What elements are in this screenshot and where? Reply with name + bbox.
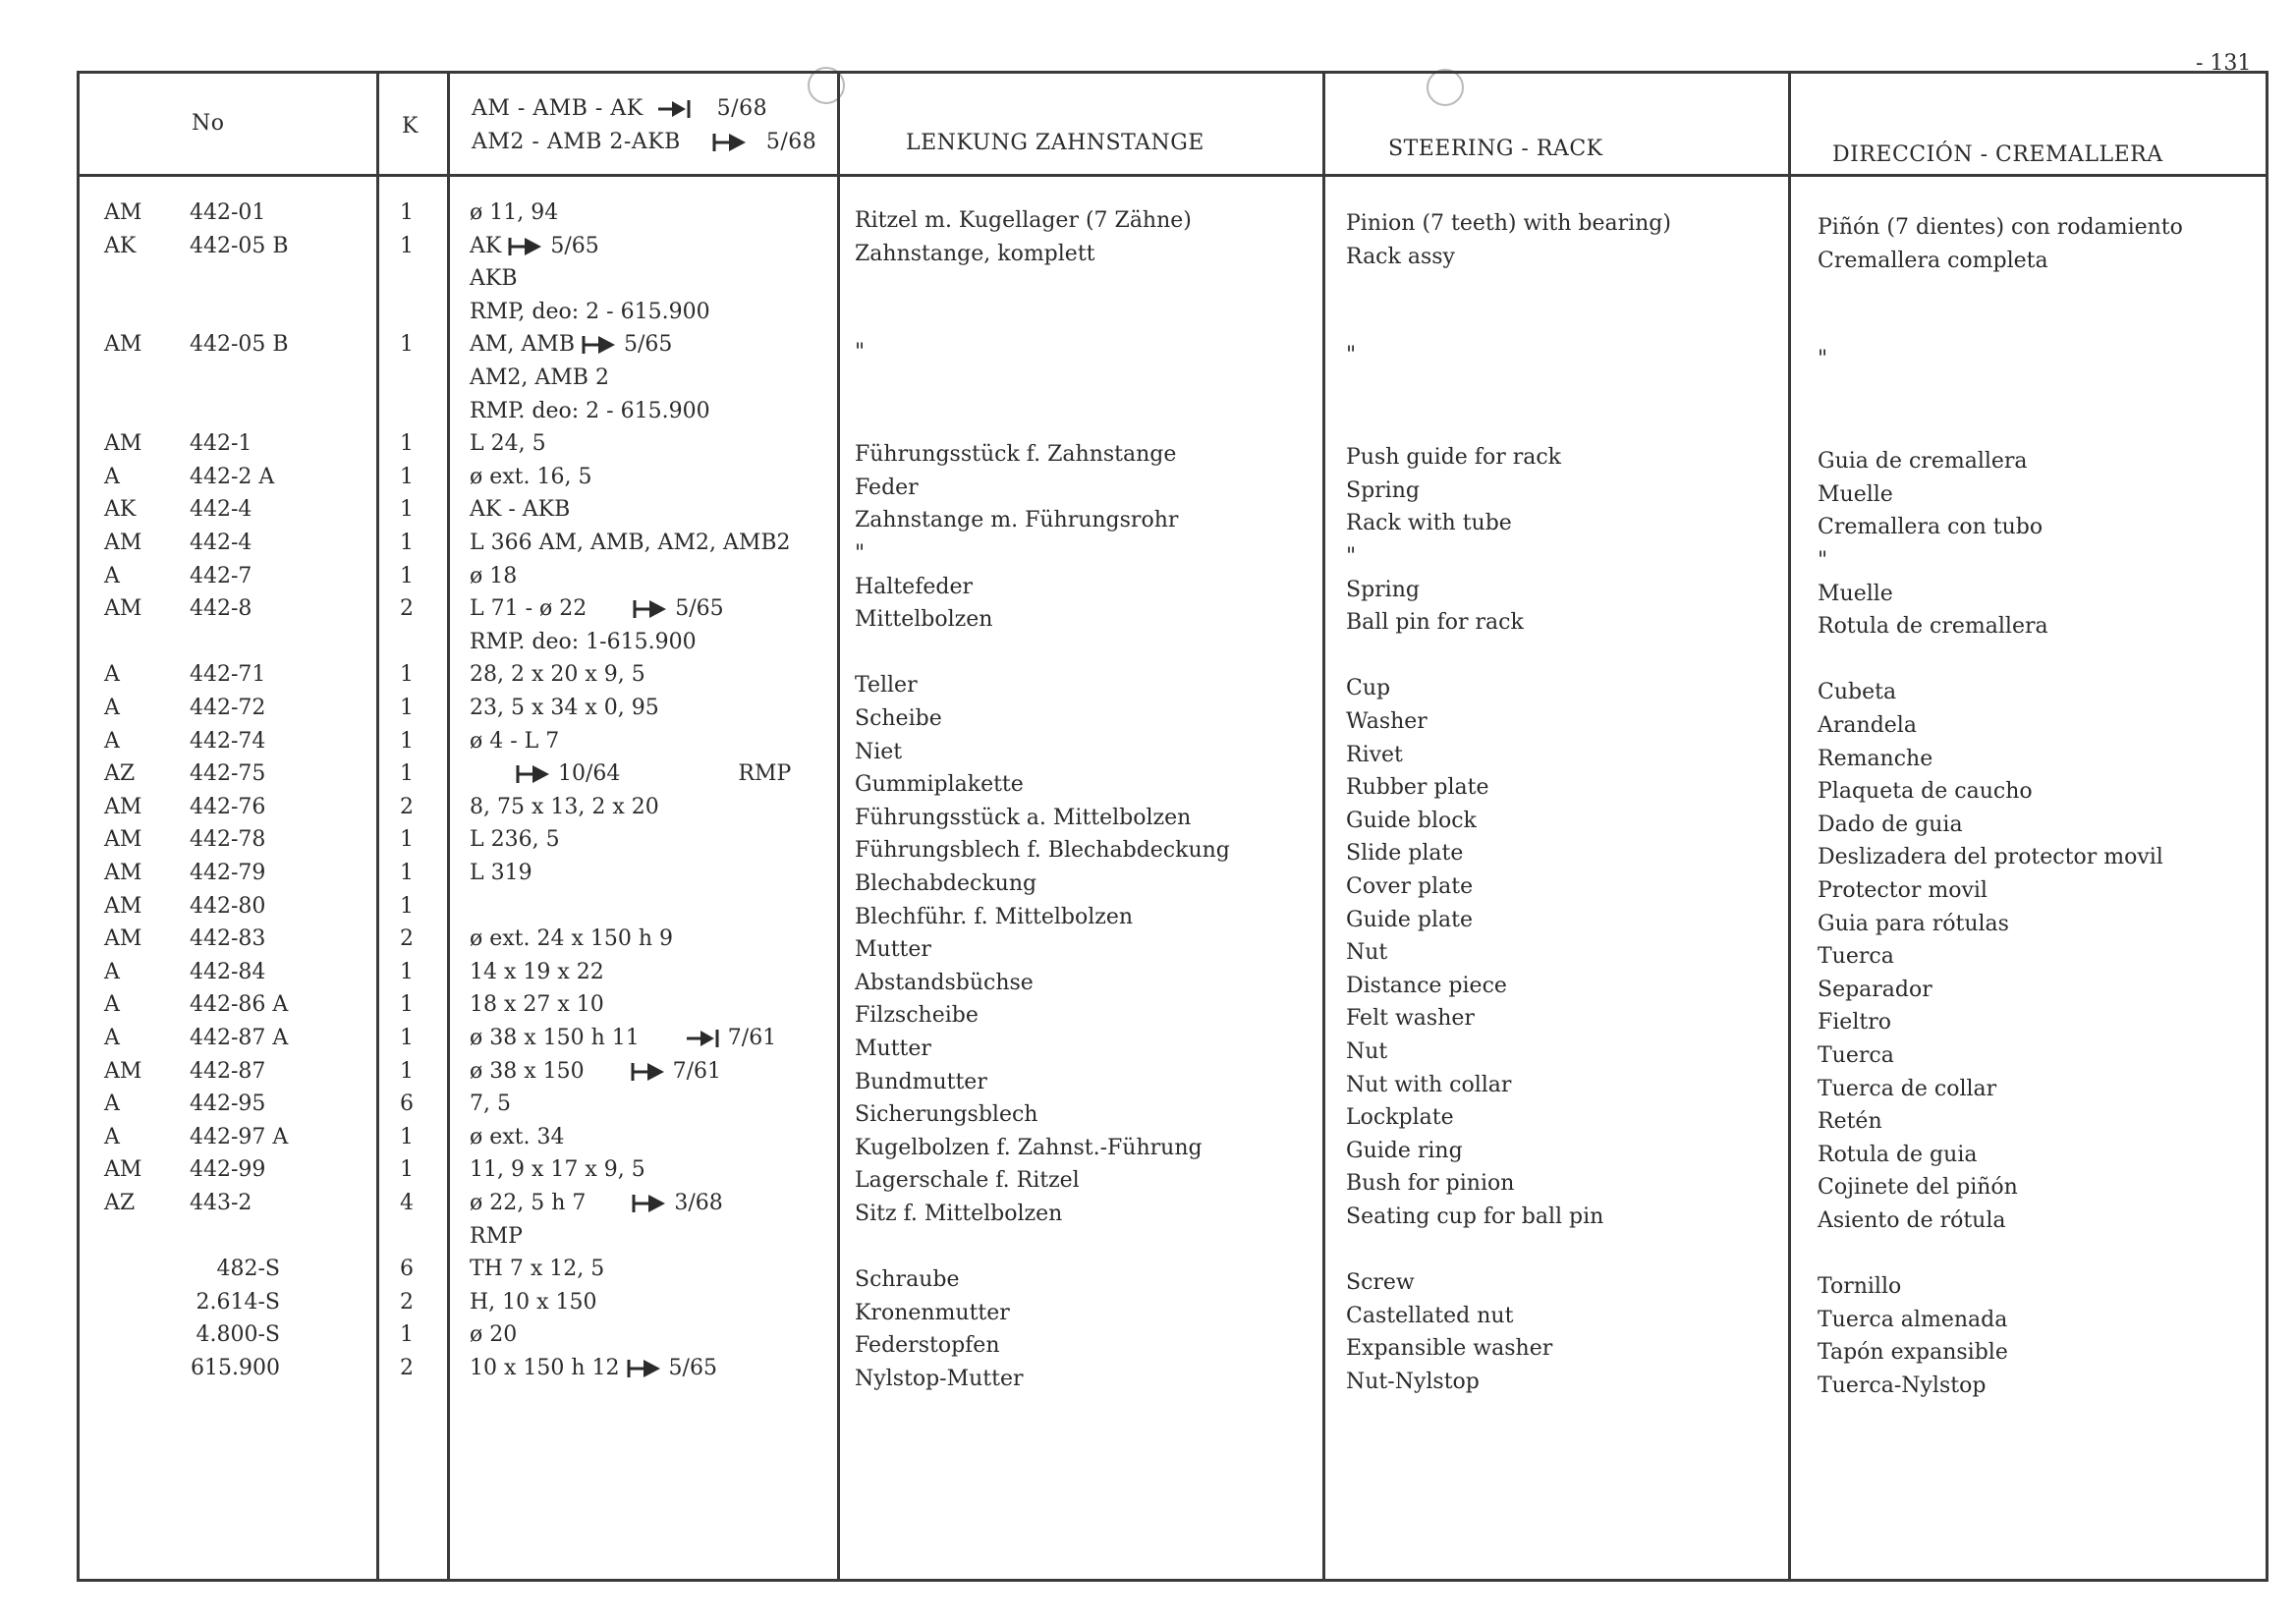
column-divider [77,71,80,1582]
model-code: AZ [104,1191,136,1215]
quantity: 2 [400,1356,414,1380]
spec-text: H, 10 x 150 [470,1289,597,1315]
model-code: A [104,959,120,984]
description-en: Cover plate [1346,874,1474,899]
quantity: 2 [400,926,414,952]
spec-ref: 3/68 [674,1191,723,1215]
description-en: Bush for pinion [1346,1171,1515,1197]
arrow-from-bar-icon [626,1358,663,1379]
description-es: Tuerca-Nylstop [1818,1373,1987,1398]
spec-text: TH 7 x 12, 5 [470,1257,605,1282]
spec-text: 18 x 27 x 10 [470,992,604,1018]
quantity: 1 [400,827,414,853]
quantity: 1 [400,200,414,225]
description-de: Teller [855,673,918,699]
part-number: 442-83 [190,926,266,952]
description-es: Cojinete del piñón [1818,1175,2018,1201]
spec-extra: RMP [738,761,792,787]
quantity: 6 [400,1092,414,1117]
spec-cell [470,991,604,1019]
spec-cell [470,1289,597,1316]
spec-cell [470,1355,717,1382]
description-de: Federstopfen [855,1333,1000,1359]
spec-cell [470,1156,645,1184]
spec-cell [470,760,791,788]
spec-ref: 5/65 [675,596,724,622]
description-de: Bundmutter [855,1069,987,1094]
description-es: Tuerca almenada [1818,1307,2008,1332]
quantity: 1 [400,959,414,984]
spec-cell [470,1091,511,1118]
description-en: Screw [1346,1270,1415,1296]
part-number: 442-71 [190,662,266,688]
quantity: 1 [400,1157,414,1183]
description-de: Abstandsbüchse [855,970,1034,995]
spec-text: ø 38 x 150 h 11 [470,1026,640,1050]
description-es: Tapón expansible [1818,1340,2008,1366]
spec-cell [470,925,673,953]
quantity: 1 [400,728,414,754]
spec-text: RMP. deo: 2 - 615.900 [470,398,710,423]
arrow-to-bar-icon [685,1028,722,1049]
description-en: Pinion (7 teeth) with bearing) [1346,211,1671,236]
spec-cell [470,860,532,887]
spec-cell [470,233,599,260]
model-code: AM [104,1058,142,1084]
arrow-from-bar-icon [632,598,669,620]
spec-text: ø 20 [470,1322,518,1348]
column-divider [1322,71,1325,1582]
part-number: 442-87 A [190,1026,289,1050]
description-de: Zahnstange, komplett [855,241,1095,266]
description-es: Muelle [1818,581,1893,606]
header-english: STEERING - RACK [1388,137,1603,161]
description-en: Slide plate [1346,841,1464,867]
part-number: 442-4 [190,497,252,523]
spec-cell [470,629,697,656]
part-number: 442-2 A [190,464,275,489]
description-es: Guia de cremallera [1818,449,2028,475]
spec-text: ø ext. 16, 5 [470,464,592,489]
model-code: AM [104,893,142,919]
part-number: 442-87 [190,1058,266,1084]
quantity: 6 [400,1257,414,1282]
description-de: Führungsstück f. Zahnstange [855,442,1177,468]
spec-text: ø 11, 94 [470,200,559,225]
spec-cell [470,430,546,458]
spec-cell [470,299,710,326]
spec-cell [470,1223,523,1251]
model-code: A [104,1124,120,1149]
description-es: Rotula de guia [1818,1142,1978,1167]
spec-cell [470,1256,604,1283]
description-es: Guia para rótulas [1818,911,2009,936]
description-en: Guide block [1346,808,1477,833]
description-es: Tornillo [1818,1274,1902,1300]
part-number: 2.614-S [196,1289,280,1315]
spec-cell [470,728,559,756]
arrow-from-bar-icon [507,236,544,257]
description-es: Rotula de cremallera [1818,614,2048,640]
description-en: Nut with collar [1346,1072,1512,1097]
description-de: Mutter [855,1036,931,1061]
model-code: AM [104,200,142,225]
description-es: Muelle [1818,481,1893,507]
spec-cell [470,695,659,722]
model-code: AM [104,926,142,952]
spec-text: ø 18 [470,563,518,588]
description-en: Castellated nut [1346,1303,1514,1328]
description-de: Zahnstange m. Führungsrohr [855,508,1179,533]
part-number: 442-75 [190,761,266,787]
description-en: " [1346,343,1357,368]
description-de: " [855,340,866,365]
description-es: Remanche [1818,746,1933,771]
description-es: Asiento de rótula [1818,1208,2006,1233]
description-en: Rack with tube [1346,511,1512,536]
description-de: Sicherungsblech [855,1102,1038,1128]
description-en: Ball pin for rack [1346,610,1524,636]
spec-cell [470,199,558,227]
spec-cell [470,398,710,425]
model-code: A [104,992,120,1018]
spec-cell [470,530,791,557]
table-bottom-border [77,1579,2266,1582]
quantity: 1 [400,332,414,358]
description-de: Blechführ. f. Mittelbolzen [855,904,1134,929]
part-number: 442-4 [190,531,252,555]
part-number: 442-8 [190,596,252,622]
description-en: Guide ring [1346,1138,1463,1163]
description-es: Deslizadera del protector movil [1818,845,2163,870]
description-es: Tuerca [1818,1043,1894,1068]
part-number: 442-05 B [190,332,289,358]
model-code: AM [104,861,142,885]
spec-text: L 24, 5 [470,431,546,457]
header-model-line-1-text: AM - AMB - AK [472,96,644,121]
model-code: A [104,728,120,754]
header-model-line-1-ref: 5/68 [716,96,768,121]
description-es: Tuerca de collar [1818,1076,1997,1101]
spec-cell [470,364,609,392]
spec-text: L 71 - ø 22 [470,596,588,622]
header-k: K [402,114,419,139]
column-divider [376,71,379,1582]
model-code: A [104,662,120,688]
quantity: 1 [400,1058,414,1084]
spec-cell [470,1190,723,1217]
arrow-from-bar-icon [711,132,749,153]
part-number: 442-1 [190,431,252,457]
description-de: Mutter [855,937,931,963]
spec-text: L 319 [470,861,532,885]
arrow-from-bar-icon [630,1061,667,1083]
header-model-line-2 [472,130,816,154]
description-de: Scheibe [855,706,942,731]
description-es: Tuerca [1818,944,1894,970]
model-code: A [104,464,120,489]
quantity: 2 [400,1289,414,1315]
spec-text: 8, 75 x 13, 2 x 20 [470,794,659,819]
quantity: 1 [400,696,414,720]
spec-cell [470,959,604,986]
model-code: AM [104,1157,142,1183]
spec-text: ø 38 x 150 [470,1058,585,1084]
header-model-line-1 [472,96,767,121]
description-es: Protector movil [1818,878,1988,903]
arrow-to-bar-icon [656,98,694,120]
spec-text: L 366 AM, AMB, AM2, AMB2 [470,531,791,555]
spec-text: 7, 5 [470,1092,511,1117]
spec-cell [470,1124,565,1151]
spec-cell [470,1321,517,1349]
header-no: No [192,111,225,136]
description-de: Filzscheibe [855,1003,979,1029]
description-en: Expansible washer [1346,1336,1553,1362]
quantity: 1 [400,431,414,457]
description-en: Rack assy [1346,244,1455,269]
description-es: Retén [1818,1109,1882,1135]
quantity: 1 [400,1322,414,1348]
model-code: AM [104,332,142,358]
description-en: Push guide for rack [1346,445,1561,471]
description-es: Cremallera con tubo [1818,515,2044,540]
quantity: 1 [400,893,414,919]
spec-cell [470,563,517,590]
spec-ref: 5/65 [668,1356,717,1380]
description-es: Separador [1818,977,1932,1002]
description-es: Plaqueta de caucho [1818,779,2033,805]
model-code: AK [104,497,137,523]
description-es: Cremallera completa [1818,248,2048,273]
part-number: 4.800-S [196,1322,280,1348]
spec-cell [470,331,672,359]
description-de: Lagerschale f. Ritzel [855,1168,1080,1194]
description-en: Spring [1346,577,1420,602]
quantity: 1 [400,563,414,588]
part-number: 442-84 [190,959,266,984]
description-de: Blechabdeckung [855,871,1037,896]
spec-text: 23, 5 x 34 x 0, 95 [470,696,659,720]
description-en: Nut [1346,1039,1388,1064]
description-en: Nut-Nylstop [1346,1370,1480,1394]
spec-cell [470,1058,721,1086]
part-number: 442-99 [190,1157,266,1183]
column-divider [2266,71,2268,1582]
punch-hole [1427,69,1464,106]
spec-cell [470,265,518,293]
part-number: 442-74 [190,728,266,754]
model-code: AM [104,596,142,622]
spec-text: AM, AMB [470,332,575,358]
part-number: 442-76 [190,794,266,819]
part-number: 615.900 [191,1356,280,1380]
part-number: 442-97 A [190,1124,289,1149]
spec-text: ø 22, 5 h 7 [470,1191,587,1215]
spec-cell [470,464,591,491]
part-number: 442-72 [190,696,266,720]
description-de: Schraube [855,1267,960,1293]
spec-cell [470,826,560,854]
page-number: - 131 [2196,51,2252,76]
spec-text: ø ext. 24 x 150 h 9 [470,926,674,952]
model-code: AM [104,531,142,555]
model-code: A [104,696,120,720]
description-en: Distance piece [1346,973,1507,998]
header-model-line-2-text: AM2 - AMB 2-AKB [472,130,681,154]
part-number: 442-01 [190,200,266,225]
header-model-line-2-ref: 5/68 [765,130,817,154]
quantity: 1 [400,464,414,489]
description-en: Seating cup for ball pin [1346,1204,1604,1229]
spec-cell [470,794,659,821]
table-top-border [77,71,2266,74]
description-de: Führungsstück a. Mittelbolzen [855,805,1192,830]
spec-text: AKB [470,266,518,292]
spec-text: 11, 9 x 17 x 9, 5 [470,1157,645,1183]
quantity: 1 [400,1026,414,1050]
spec-cell [470,595,724,623]
part-number: 442-05 B [190,233,289,258]
spec-text: AM2, AMB 2 [470,365,609,390]
spec-ref: 7/61 [672,1058,722,1084]
description-de: Ritzel m. Kugellager (7 Zähne) [855,208,1192,233]
quantity: 1 [400,861,414,885]
model-code: AM [104,794,142,819]
part-number: 442-86 A [190,992,289,1018]
model-code: A [104,1026,120,1050]
spec-ref: 5/65 [623,332,673,358]
description-en: " [1346,544,1357,569]
part-number: 442-78 [190,827,266,853]
spec-text: RMP. deo: 1-615.900 [470,629,697,654]
spec-text: ø 4 - L 7 [470,728,560,754]
spec-text: AK [470,233,502,258]
spec-text: ø ext. 34 [470,1124,565,1149]
description-es: Arandela [1818,713,1917,738]
spec-text: 10 x 150 h 12 [470,1356,620,1380]
part-number: 482-S [216,1257,280,1282]
description-es: " [1818,347,1828,372]
quantity: 4 [400,1191,414,1215]
description-es: Cubeta [1818,680,1897,705]
description-en: Cup [1346,676,1391,701]
description-es: " [1818,548,1828,573]
description-en: Spring [1346,477,1420,503]
description-en: Guide plate [1346,907,1473,932]
description-en: Lockplate [1346,1105,1454,1131]
quantity: 2 [400,596,414,622]
description-de: Niet [855,739,903,764]
part-number: 442-79 [190,861,266,885]
description-de: Nylstop-Mutter [855,1367,1024,1391]
part-number: 443-2 [190,1191,252,1215]
description-de: Mittelbolzen [855,607,993,633]
description-de: Sitz f. Mittelbolzen [855,1202,1063,1226]
description-es: Piñón (7 dientes) con rodamiento [1818,215,2183,240]
description-en: Felt washer [1346,1006,1475,1032]
part-number: 442-95 [190,1092,266,1117]
quantity: 1 [400,1124,414,1149]
model-code: AM [104,827,142,853]
part-number: 442-80 [190,893,266,919]
description-en: Rivet [1346,742,1403,767]
quantity: 1 [400,761,414,787]
quantity: 1 [400,497,414,523]
quantity: 2 [400,794,414,819]
part-number: 442-7 [190,563,252,588]
description-en: Nut [1346,940,1388,966]
model-code: AK [104,233,137,258]
spec-cell [470,496,570,524]
description-de: Kronenmutter [855,1300,1010,1325]
quantity: 1 [400,992,414,1018]
spec-ref: 10/64 [558,761,621,787]
description-en: Washer [1346,709,1428,734]
spec-text: 28, 2 x 20 x 9, 5 [470,662,645,688]
arrow-from-bar-icon [581,334,618,356]
spec-cell [470,1025,776,1052]
model-code: AM [104,431,142,457]
description-de: Kugelbolzen f. Zahnst.-Führung [855,1135,1203,1160]
column-divider [447,71,450,1582]
spec-text: RMP [470,1223,523,1249]
header-divider [77,174,2266,177]
column-divider [837,71,840,1582]
description-de: " [855,541,866,566]
spec-text: AK - AKB [470,497,571,523]
model-code: A [104,563,120,588]
arrow-from-bar-icon [515,763,552,785]
model-code: AZ [104,761,136,787]
spec-text: 14 x 19 x 22 [470,959,604,984]
description-de: Haltefeder [855,574,973,599]
description-de: Feder [855,475,919,500]
description-en: Rubber plate [1346,775,1489,801]
spec-cell [470,661,645,689]
header-german: LENKUNG ZAHNSTANGE [906,131,1204,155]
quantity: 1 [400,233,414,258]
model-code: A [104,1092,120,1117]
description-de: Gummiplakette [855,772,1024,798]
header-spanish: DIRECCIÓN - CREMALLERA [1832,142,2163,167]
description-es: Fieltro [1818,1010,1891,1036]
arrow-from-bar-icon [631,1193,668,1214]
spec-ref: 5/65 [550,233,599,258]
description-es: Dado de guia [1818,812,1963,837]
spec-text: L 236, 5 [470,827,560,853]
quantity: 1 [400,662,414,688]
spec-text: RMP, deo: 2 - 615.900 [470,299,710,324]
quantity: 1 [400,531,414,555]
description-de: Führungsblech f. Blechabdeckung [855,838,1230,864]
spec-ref: 7/61 [727,1026,777,1050]
column-divider [1788,71,1791,1582]
